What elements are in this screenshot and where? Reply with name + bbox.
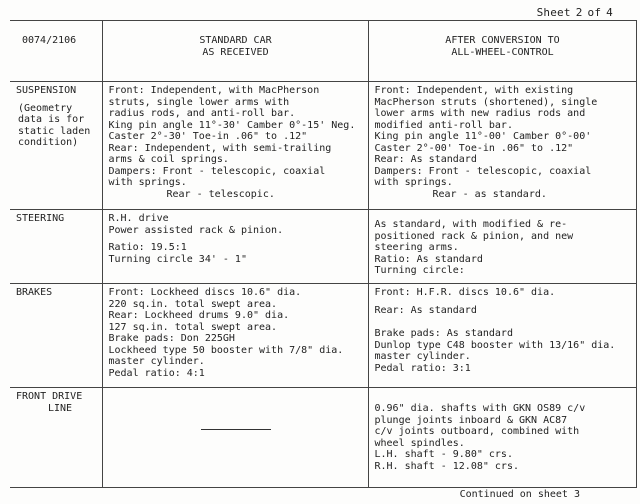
suspension-row (10, 82, 636, 210)
steering-label: STEERING (10, 210, 102, 284)
brakes-standard: Front: Lockheed discs 10.6" dia. 220 sq.in. total swept area. Rear: Lockheed drums 9.0" dia. 127 sq.in. total swept area. Brake pads: Don 225GH Lockheed type 50 booster with 7/8" dia. master cylinder. Pedal ratio: 4:1 (102, 284, 368, 388)
front-drive-standard (102, 388, 368, 488)
sheet-label: Sheet (536, 6, 571, 19)
brakes-label: BRAKES (10, 284, 102, 388)
front-drive-row (10, 388, 636, 488)
sheet-number (537, 6, 618, 19)
not-applicable-dash (201, 429, 271, 430)
brakes-converted: Front: H.F.R. discs 10.6" dia. Rear: As standard Brake pads: As standard Dunlop type C48 booster with 13/16" dia. master cylinder. Pedal ratio: 3:1 (368, 284, 636, 388)
sheet-of: of (587, 6, 602, 19)
header-row (10, 21, 636, 82)
front-drive-label: FRONT DRIVE LINE (10, 388, 102, 488)
front-drive-converted: 0.96" dia. shafts with GKN OS89 c/v plunge joints inboard & GKN AC87 c/v joints outboard, combined with wheel spindles. L.H. shaft - 9.80" crs. R.H. shaft - 12.08" crs. (368, 388, 636, 488)
steering-row (10, 210, 636, 284)
suspension-standard: Front: Independent, with MacPherson struts, single lower arms with radius rods, and anti-roll bar. King pin angle 11°-30' Camber 0°-15' Neg. Caster 2°-30' Toe-in .06" to .12" Rear: Independent, with semi-trailing arms & coil springs. Dampers: Front - telescopic, coaxial with springs. Rear - telescopic. (102, 82, 368, 210)
standard-car-heading: STANDARD CAR AS RECEIVED (102, 21, 368, 82)
sheet-current: 2 (575, 6, 583, 19)
sheet-total: 4 (606, 6, 613, 19)
steering-standard: R.H. drive Power assisted rack & pinion. Ratio: 19.5:1 Turning circle 34' - 1" (102, 210, 368, 284)
suspension-converted: Front: Independent, with existing MacPherson struts (shortened), single lower arms with new radius rods and modified anti-roll bar. King pin angle 11°-00' Camber 0°-00' Caster 2°-00' Toe-in .06" to .12" Rear: As standard Dampers: Front - telescopic, coaxial with springs. Rear - as standard. (368, 82, 636, 210)
suspension-label: SUSPENSION (Geometry data is for static laden condition) (10, 82, 102, 210)
steering-converted: As standard, with modified & re- positioned rack & pinion, and new steering arms. Ratio: As standard Turning circle: (368, 210, 636, 284)
converted-car-heading: AFTER CONVERSION TO ALL-WHEEL-CONTROL (368, 21, 636, 82)
brakes-row (10, 284, 636, 388)
continued-note: Continued on sheet 3 (459, 489, 580, 500)
spec-table (10, 20, 637, 488)
document-ref: 0074/2106 (10, 21, 102, 82)
